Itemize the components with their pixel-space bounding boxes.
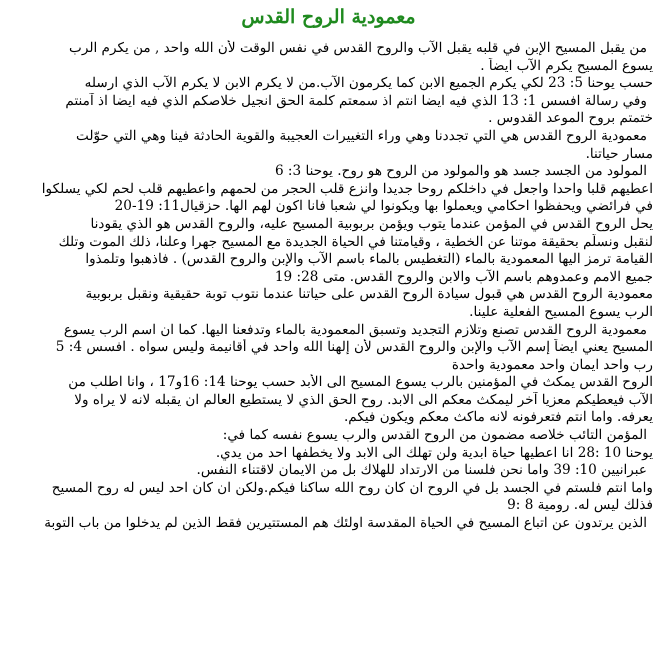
text-line: الرب يسوع المسيح الفعلية علينا. (469, 303, 653, 320)
text-line: لنقبل ونسلّم بحقيقة موتنا عن الخطية ، وقيامتنا في الحياة الجديدة مع المسيح جهرا وعلنا، ذلك الموت وتلك (58, 233, 653, 250)
text-line: ختمتم بروح الموعد القدوس . (488, 110, 653, 127)
text-line: المؤمن التائب خلاصه مضمون من الروح القدس والرب يسوع نفسه كما في: (222, 427, 647, 444)
text-line: يوحنا 10 :28 انا اعطيها حياة ابدية ولن تهلك الى الابد ولا يخطفها احد من يدي. (215, 444, 653, 461)
text-line: وفي رسالة افسس 1: 13 الذي فيه ايضا انتم اذ سمعتم كلمة الحق انجيل خلاصكم الذي فيه ايضا اذ آمنتم (65, 92, 647, 109)
text-line: حسب يوحنا 5: 23 لكي يكرم الجميع الابن كما يكرمون الآب.من لا يكرم الابن لا يكرم الآب الذي ارسله (84, 75, 653, 92)
text-line: فذلك ليس له. رومية 8 :9 (507, 497, 653, 514)
page-title: معمودية الروح القدس (241, 6, 416, 28)
text-line: معمودية الروح القدس تصنع وتلازم التجديد وتسبق المعمودية بالماء وتدفعنا اليها. كما ان اسم الرب يسوع (63, 321, 647, 338)
text-line: المولود من الجسد جسد هو والمولود من الروح هو روح. يوحنا 3: 6 (274, 163, 647, 180)
text-line: من يقبل المسيح الإبن في قلبه يقبل الآب والروح القدس في نفس الوقت لأن الله واحد , من يكرم الرب (69, 40, 647, 56)
text-line: اعطيهم قلبا واحدا واجعل في داخلكم روحا جديدا وانزع قلب الحجر من لحمهم واعطيهم قلب لحم لكي يسلكوا (41, 180, 653, 197)
text-line: يسوع المسيح يكرم الآب ايضاً . (480, 57, 653, 74)
text-line: القيامة ترمز اليها المعمودية بالماء (التغطيس بالماء باسم الآب والإبن والروح القدس) . فاذهبوا وتلمذوا (85, 251, 653, 268)
text-line: معمودية الروح القدس هي قبول سيادة الروح القدس على حياتنا عندما نتوب توبة حقيقية ونقبل بربوبية (85, 286, 653, 303)
text-line: معمودية الروح القدس هي التي تجددنا وهي وراء التغييرات العجيبة والقوية الحادثة فينا وهي التي حوّلت (75, 127, 647, 144)
text-line: مسار حياتنا. (585, 145, 653, 162)
text-line: الذين يرتدون عن اتباع المسيح في الحياة المقدسة اولئك هم المستتيرين فقط الذين لم يدخلوا من باب التوبة (44, 515, 647, 532)
text-line: المسيح يعني ايضاً إسم الآب والإبن والروح القدس لأن إلهنا الله واحد في أقانيمة وليس سواه . افسس 4: 5 (55, 339, 653, 356)
text-line: عبرانيين 10: 39 واما نحن فلسنا من الارتداد للهلاك بل من الايمان لاقتناء النفس. (196, 462, 647, 479)
text-line: الروح القدس يمكث في المؤمنين بالرب يسوع المسيح الى الأبد حسب يوحنا 14: 16و17 ، وانا اطلب من (68, 374, 653, 391)
text-line: جميع الامم وعمدوهم باسم الآب والابن والروح القدس. متى 28: 19 (274, 268, 653, 285)
text-line: الآب فيعطيكم معزيا آخر ليمكث معكم الى الابد. روح الحق الذي لا يستطيع العالم ان يقبله لانه لا يراه ولا (74, 391, 653, 408)
article-body (4, 40, 653, 533)
text-line: واما انتم فلستم في الجسد بل في الروح ان كان روح الله ساكنا فيكم.ولكن ان كان احد ليس له روح المسيح (51, 479, 653, 496)
text-line: في فرائضي ويحفظوا احكامي ويعملوا بها ويكونوا لي شعبا فانا اكون لهم الها. حزقيال11: 19-20 (114, 198, 653, 215)
text-line: رب واحد ايمان واحد معمودية واحدة (451, 356, 653, 373)
text-line: يحل الروح القدس في المؤمن عندما يتوب ويؤمن بربوبية المسيح عليه، والروح القدس هو الذي يقودنا (90, 215, 653, 232)
text-line: يعرفه. واما انتم فتعرفونه لانه ماكث معكم ويكون فيكم. (343, 409, 653, 426)
